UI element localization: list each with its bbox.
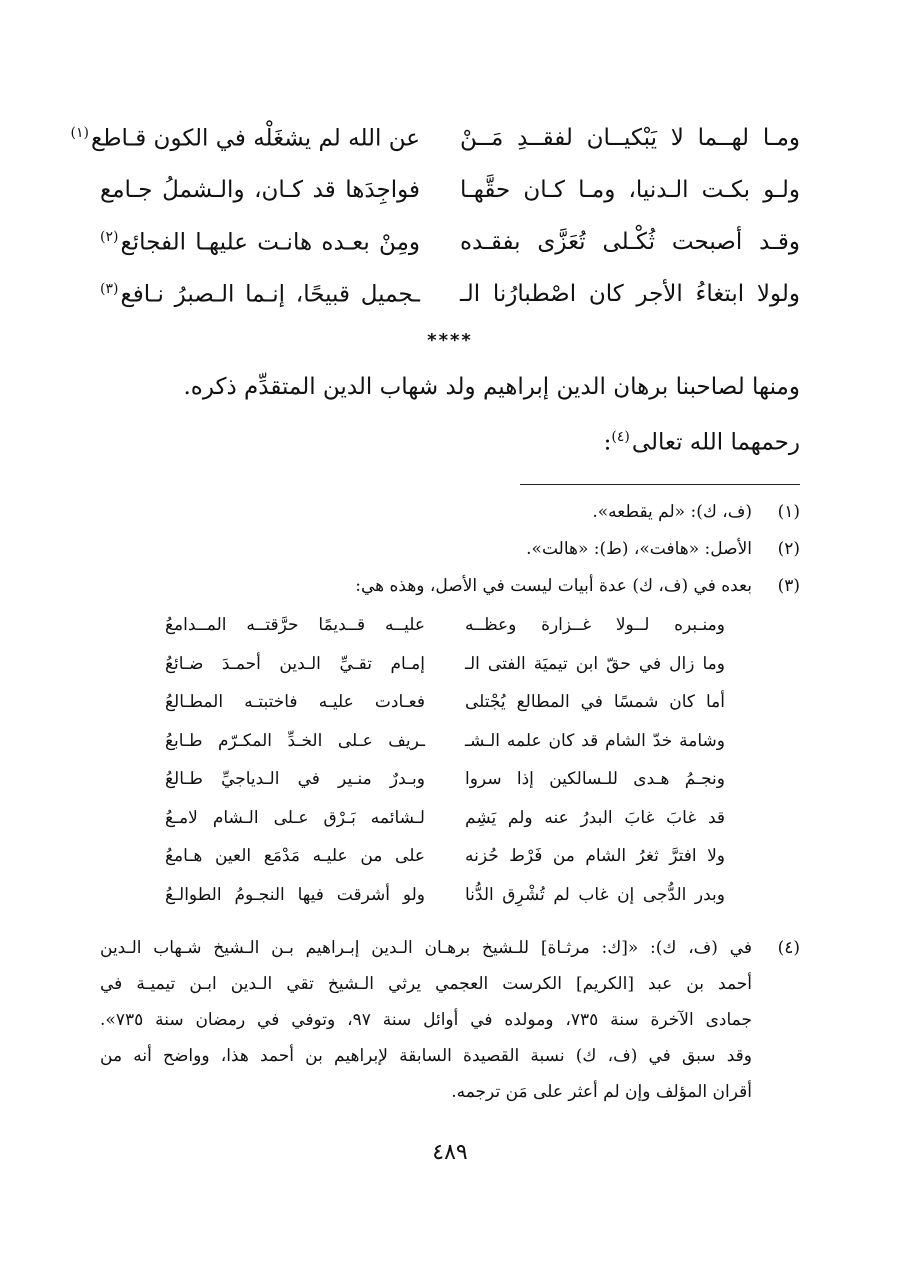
prose-line: ومنها لصاحبنا برهان الدين إبراهيم ولد شهاب الدين المتقدِّم ذكره. xyxy=(183,374,800,400)
verse-second-hemistich: إمـام تقـيِّ الـدين أحمـدَ ضـائعُ xyxy=(165,653,425,674)
footnote-verse xyxy=(165,645,725,684)
verse-first-hemistich: ومـا لهــما لا يَبْكيــان لفقــدِ مَــنْ xyxy=(460,125,800,151)
verse xyxy=(100,216,800,268)
footnote-text: الأصل: «هافت»، (ط): «هالت». xyxy=(526,539,752,559)
verse-second-hemistich: ومِنْ بعـده هانـت عليهـا الفجائع$^{(٢)}$ xyxy=(100,228,420,256)
footnote-marker[interactable]: (٢) xyxy=(100,228,119,245)
footnote-marker[interactable]: (٣) xyxy=(100,280,119,297)
prose-line: رحمهما الله تعالى$^{(٤)}$: xyxy=(603,429,800,456)
footnote-verse xyxy=(165,606,725,645)
verse-first-hemistich: ولا افترَّ ثغرُ الشام من فَرْط حُزنه xyxy=(465,846,725,867)
footnote xyxy=(100,930,800,1110)
section-separator: **** xyxy=(427,330,473,351)
footnote-number: (٣) xyxy=(777,576,800,596)
poem xyxy=(70,112,800,320)
verse-second-hemistich: ولو أشرقت فيها النجـومُ الطوالـعُ xyxy=(165,884,425,905)
footnote-number: (١) xyxy=(777,502,800,522)
footnotes xyxy=(100,494,800,605)
footnote-verse xyxy=(165,837,725,876)
footnote-marker[interactable]: (٤) xyxy=(611,429,630,445)
footnote-number: (٢) xyxy=(777,539,800,559)
verse-second-hemistich: وبـدرٌ منـير في الـدياجيِّ طـالعُ xyxy=(165,769,425,790)
footnote-verse xyxy=(165,876,725,915)
verse-second-hemistich: عليــه قــديمًا حرَّقتــه المــدامعُ xyxy=(165,615,425,636)
footnote-poem xyxy=(165,606,725,914)
footnote-verse xyxy=(165,799,725,838)
verse xyxy=(100,268,800,320)
verse-first-hemistich: ومنـبره لــولا غــزارة وعظــه xyxy=(465,615,725,636)
footnote-verse xyxy=(165,683,725,722)
footnote-number: (٤) xyxy=(777,938,800,958)
footnote xyxy=(100,494,800,531)
footnote-line: وقد سبق في (ف، ك) نسبة القصيدة السابقة لإبراهيم بن أحمد هذا، وواضح أنه من xyxy=(100,1046,752,1066)
footnote-line: أقران المؤلف وإن لم أعثر على مَن ترجمه. xyxy=(451,1082,752,1102)
footnote-line: جمادى الآخرة سنة ٧٣٥، ومولده في أوائل سنة ٩٧، وتوفي في رمضان سنة ٧٣٥». xyxy=(100,1010,752,1030)
verse-second-hemistich: عن الله لم يشغَلْه في الكون قـاطع$^{(١)}$ xyxy=(70,124,420,152)
verse-second-hemistich: على من عليـه مَدْمَع العين هـامعُ xyxy=(165,846,425,867)
footnote-verse xyxy=(165,722,725,761)
footnote-text: (ف، ك): «لم يقطعه». xyxy=(592,502,752,522)
verse-first-hemistich: وبدر الدُّجى إن غاب لم تُشْرِق الدُّنا xyxy=(465,884,725,905)
footnote-text: بعده في (ف، ك) عدة أبيات ليست في الأصل، وهذه هي: xyxy=(355,576,752,596)
verse-first-hemistich: وما زال في حقّ ابن تيميَة الفتى الـ xyxy=(465,653,725,674)
footnote-marker[interactable]: (١) xyxy=(70,124,89,141)
verse-second-hemistich: ـريف عـلى الخـدِّ المكـرّم طـابعُ xyxy=(165,730,425,751)
page-number: ٤٨٩ xyxy=(432,1140,468,1165)
verse-first-hemistich: ولولا ابتغاءُ الأجر كان اصْطبارُنا الـ xyxy=(460,281,800,307)
prose-paragraph xyxy=(100,362,800,468)
footnote-line: في (ف، ك): «[ك: مرثـاة] للـشيخ برهـان الـدين إبـراهيم بـن الـشيخ شـهاب الـدين xyxy=(100,938,752,958)
verse-first-hemistich: أما كان شمسًا في المطالع يُجْتلى xyxy=(465,692,725,713)
verse-second-hemistich: ـجميل قبيحًا، إنـما الـصبرُ نـافع$^{(٣)}$ xyxy=(100,280,420,308)
verse-first-hemistich: ولـو بكـت الـدنيا، ومـا كـان حقَّهـا xyxy=(460,177,800,203)
footnote-text xyxy=(100,930,752,1110)
verse-first-hemistich: ونجـمُ هـدى للـسالكين إذا سروا xyxy=(465,769,725,790)
footnote-divider xyxy=(520,484,800,485)
verse xyxy=(100,164,800,216)
verse-first-hemistich: وقـد أصبحت ثُكْـلى تُعَزَّى بفقـده xyxy=(460,229,800,255)
verse-second-hemistich: فعـادت عليـه فاختبتـه المطـالعُ xyxy=(165,692,425,713)
footnote xyxy=(100,531,800,568)
verse-second-hemistich: لـشائمه بَـرْق عـلى الـشام لامـعُ xyxy=(165,807,425,828)
verse-first-hemistich: وشامة خدّ الشام قد كان علمه الـشـ xyxy=(465,730,725,751)
verse-second-hemistich: فواجِدَها قد كـان، والـشملُ جـامع xyxy=(100,177,420,203)
verse xyxy=(70,112,800,164)
footnote-verse xyxy=(165,760,725,799)
footnote xyxy=(100,568,800,605)
footnote-line: أحمد بن عبد [الكريم] الكرست العجمي يرثي الـشيخ تقي الـدين ابـن تيميـة في xyxy=(100,974,752,994)
verse-first-hemistich: قد غابَ غابَ البدرُ عنه ولم يَشِم xyxy=(465,807,725,828)
